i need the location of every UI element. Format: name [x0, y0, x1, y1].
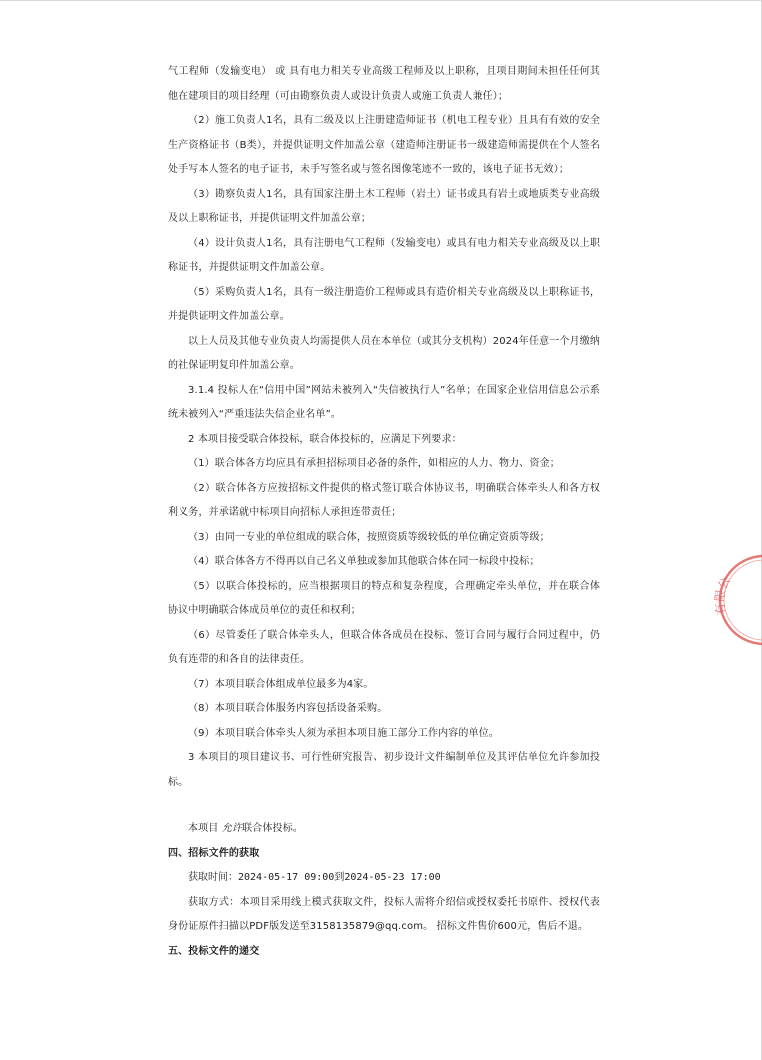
acquisition-time: 获取时间：2024-05-17 09:00到2024-05-23 17:00: [188, 872, 441, 883]
paragraph: 3 本项目的项目建议书、可行性研究报告、初步设计文件编制单位及其评估单位允许参加投标。: [168, 752, 600, 788]
document-body: [168, 60, 600, 964]
consortium-notice-prefix: 本项目: [188, 823, 222, 834]
paragraph: （3）由同一专业的单位组成的联合体，按照资质等级较低的单位确定资质等级；: [188, 531, 550, 543]
consortium-notice-value: 允许: [221, 823, 243, 834]
paragraph: （9）本项目联合体牵头人须为承担本项目施工部分工作内容的单位。: [188, 727, 500, 739]
paragraph: （6）尽管委任了联合体牵头人，但联合体各成员在投标、签订合同与履行合同过程中，仍负有连带的和各自的法律责任。: [168, 629, 600, 665]
company-seal-stamp: [712, 548, 762, 648]
paragraph: （2）联合体各方应按招标文件提供的格式签订联合体协议书，明确联合体牵头人和各方权利义务，并承诺就中标项目向招标人承担连带责任；: [168, 482, 600, 518]
paragraph: （8）本项目联合体服务内容包括设备采购。: [188, 703, 388, 714]
section-heading-5: 五、投标文件的递交: [168, 945, 260, 957]
page-border-top: [0, 0, 762, 1]
paragraph: 气工程师（发输变电） 或 具有电力相关专业高级工程师及以上职称，且项目期间未担任任何其他在建项目的项目经理（可由勘察负责人或设计负责人或施工负责人兼任）；: [168, 66, 600, 102]
acquisition-method: 获取方式：本项目采用线上模式获取文件，投标人需将介绍信或授权委托书原件、授权代表身份证原件扫描以PDF版发送至3158135879@qq.com。 招标文件售价600元，售后不退。: [168, 896, 600, 932]
seal-text: 有限公: [712, 574, 734, 617]
paragraph: （4）设计负责人1名，具有注册电气工程师（发输变电）或具有电力相关专业高级及以上职称证书，并提供证明文件加盖公章。: [168, 237, 600, 273]
paragraph: 3.1.4 投标人在“信用中国”网站未被列入“失信被执行人”名单；在国家企业信用信息公示系统未被列入“严重违法失信企业名单”。: [168, 384, 600, 420]
consortium-notice-suffix: 联合体投标。: [242, 823, 303, 834]
paragraph: 2 本项目接受联合体投标，联合体投标的，应满足下列要求：: [188, 433, 462, 445]
paragraph: （1）联合体各方均应具有承担招标项目必备的条件，如相应的人力、物力、资金；: [188, 458, 560, 469]
paragraph: （7）本项目联合体组成单位最多为4家。: [188, 678, 374, 690]
paragraph: （5）以联合体投标的，应当根据项目的特点和复杂程度，合理确定牵头单位，并在联合体协议中明确联合体成员单位的责任和权利；: [168, 580, 600, 616]
paragraph: （3）勘察负责人1名，具有国家注册土木工程师（岩土）证书或具有岩土或地质类专业高级及以上职称证书，并提供证明文件加盖公章；: [168, 188, 600, 224]
consortium-notice: [168, 817, 600, 842]
paragraph: （4）联合体各方不得再以自己名义单独或参加其他联合体在同一标段中投标；: [188, 556, 540, 567]
paragraph: （5）采购负责人1名，具有一级注册造价工程师或具有造价相关专业高级及以上职称证书，并提供证明文件加盖公章。: [168, 286, 600, 322]
paragraph: 以上人员及其他专业负责人均需提供人员在本单位（或其分支机构）2024年任意一个月缴纳的社保证明复印件加盖公章。: [168, 335, 600, 371]
paragraph: （2）施工负责人1名，具有二级及以上注册建造师证书（机电工程专业）且具有有效的安全生产资格证书（B类），并提供证明文件加盖公章（建造师注册证书一级建造师需提供在个人签名处手写本人签名的电子证书，未手写签名或与签名图像笔迹不一致的，该电子证书无效）；: [168, 115, 600, 175]
section-heading-4: 四、招标文件的获取: [168, 847, 260, 859]
